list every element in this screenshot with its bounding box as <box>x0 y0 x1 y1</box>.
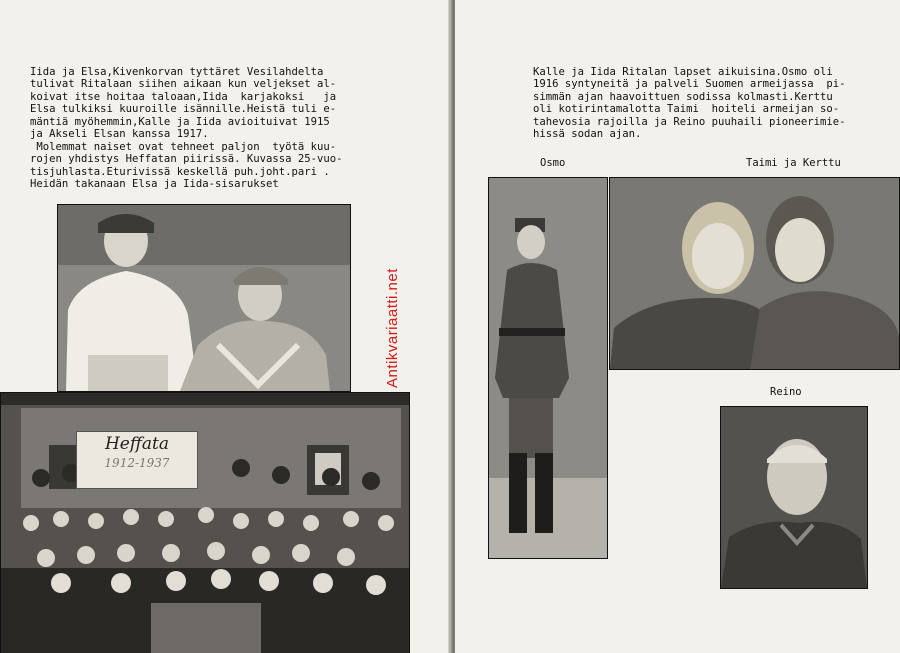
caption-osmo: Osmo <box>540 157 566 169</box>
caption-reino: Reino <box>770 386 802 398</box>
osmo-photo <box>488 177 608 559</box>
sisters-photo <box>57 204 351 392</box>
taimi-kerttu-photo-image <box>610 178 899 369</box>
heffata-banner-years: 1912-1937 <box>104 456 170 470</box>
osmo-photo-image <box>489 178 607 558</box>
reino-photo-image <box>721 407 867 588</box>
intro-paragraph: Iida ja Elsa,Kivenkorvan tyttäret Vesilahdelta tulivat Ritalaan siihen aikaan kun veljekset al- koivat itse hoitaa taloaan,Iida karjakoksi ja Elsa tulkiksi kuuroille isännille.Heistä tuli e- mäntiä myöhemmin,Kalle ja Iida avioituivat 1915 ja Akseli Elsan kanssa 1917. <box>30 66 337 141</box>
heffata-banner-title: Heffata <box>104 434 170 454</box>
heffata-group-photo-image <box>1 393 409 653</box>
reino-photo <box>720 406 868 589</box>
watermark-text: Antikvariaatti.net <box>384 268 401 388</box>
heffata-group-photo <box>0 392 410 653</box>
children-paragraph: Kalle ja Iida Ritalan lapset aikuisina.Osmo oli 1916 syntyneitä ja palveli Suomen armeijassa pi- simmän ajan haavoittuen sodissa kolmasti.Kerttu oli kotirintamalotta Taimi hoiteli armeijan so- tahevosia rajoilla ja Reino puuhaili pioneerimie- hissä sodan ajan. <box>533 66 846 141</box>
right-page <box>455 0 900 653</box>
sisters-photo-image <box>58 205 350 391</box>
heffata-paragraph: Molemmat naiset ovat tehneet paljon työtä kuu- rojen yhdistys Heffatan piirissä. Kuvassa 25-vuo- tisjuhlasta.Eturivissä keskellä puh.joht.pari . Heidän takanaan Elsa ja Iida-sisarukset <box>30 141 343 191</box>
taimi-kerttu-photo <box>609 177 900 370</box>
heffata-banner <box>76 431 198 489</box>
caption-taimi-kerttu: Taimi ja Kerttu <box>746 157 841 169</box>
